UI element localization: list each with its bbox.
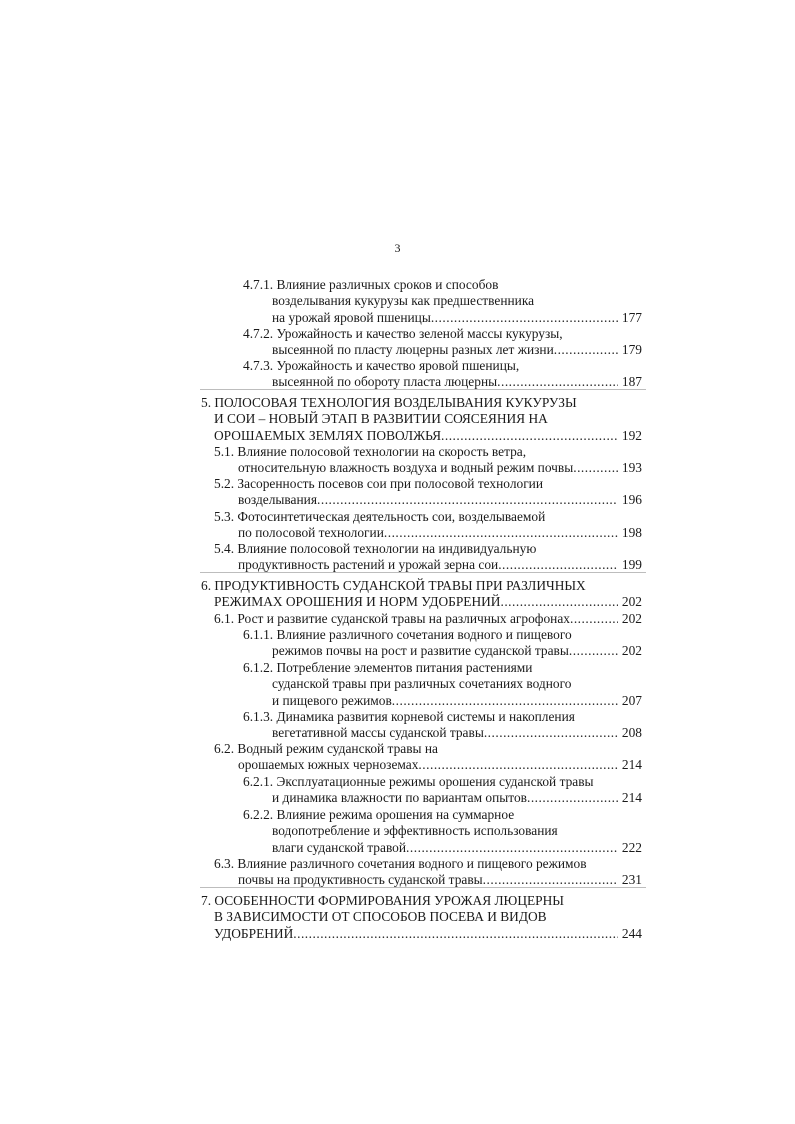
toc-entry-text: 6.2.1. Эксплуатационные режимы орошения суданской травы — [243, 774, 594, 789]
toc-entry-text: 4.7.1. Влияние различных сроков и способов — [243, 277, 499, 292]
toc-leader-dots — [497, 373, 618, 390]
toc-page-number: 196 — [621, 492, 642, 508]
toc-page-number: 177 — [621, 309, 642, 325]
toc-page-number: 244 — [621, 925, 642, 941]
toc-leader-dots — [418, 756, 617, 773]
toc-leader-dots — [483, 871, 618, 888]
toc-entry-line — [214, 508, 545, 525]
toc-entry-text: В ЗАВИСИМОСТИ ОТ СПОСОБОВ ПОСЕВА И ВИДОВ — [214, 909, 547, 925]
toc-entry-text: 6.1. Рост и развитие суданской травы на различных агрофонах — [214, 611, 570, 626]
toc-entry-text: вегетативной массы суданской травы — [272, 725, 484, 741]
toc-entry-text: на урожай яровой пшеницы — [272, 309, 431, 325]
toc-entry-line — [238, 459, 642, 476]
toc-page-number: 214 — [621, 790, 642, 806]
toc-page-number: 202 — [621, 643, 642, 659]
toc-leader-dots — [498, 556, 618, 573]
toc-entry-line — [201, 892, 564, 909]
toc-leader-dots — [406, 839, 618, 856]
toc-entry-line — [272, 692, 642, 709]
toc-entry-text: 6.2.2. Влияние режима орошения на суммарное — [243, 807, 515, 822]
toc-leader-dots — [293, 925, 618, 942]
toc-entry-line — [243, 276, 498, 293]
toc-page-number: 199 — [621, 557, 642, 573]
page-number: 3 — [394, 241, 401, 255]
toc-page-number: 214 — [621, 757, 642, 773]
toc-entry-line — [201, 394, 577, 411]
toc-entry-text: возделывания — [238, 492, 317, 508]
toc-entry-text: 6.2. Водный режим суданской травы на — [214, 741, 438, 756]
toc-entry-text: по полосовой технологии — [238, 525, 384, 541]
toc-entry-line — [243, 773, 594, 790]
toc-page-number: 192 — [621, 427, 642, 443]
toc-page-number: 193 — [621, 460, 642, 476]
toc-entry-text: ОРОШАЕМЫХ ЗЕМЛЯХ ПОВОЛЖЬЯ — [214, 427, 441, 443]
toc-leader-dots — [317, 491, 618, 508]
toc-page-number: 187 — [621, 374, 642, 390]
toc-page-number: 179 — [621, 342, 642, 358]
toc-leader-dots — [484, 724, 618, 741]
toc-entry-line — [214, 925, 642, 942]
section-divider — [200, 389, 646, 390]
toc-entry-text: 5.2. Засоренность посевов сои при полосовой технологии — [214, 476, 544, 491]
toc-entry-text: и динамика влажности по вариантам опытов — [272, 790, 527, 806]
toc-entry-line — [214, 410, 548, 427]
toc-entry-line — [214, 540, 536, 557]
toc-entry-text: 6.1.1. Влияние различного сочетания водного и пищевого — [243, 627, 572, 642]
toc-entry-line — [243, 325, 563, 342]
toc-entry-line — [272, 642, 642, 659]
toc-entry-text: РЕЖИМАХ ОРОШЕНИЯ И НОРМ УДОБРЕНИЙ — [214, 594, 501, 610]
toc-entry-text: суданской травы при различных сочетаниях водного — [272, 676, 572, 692]
toc-entry-text: 6.1.2. Потребление элементов питания растениями — [243, 660, 533, 675]
toc-entry-line — [243, 626, 572, 643]
toc-leader-dots — [554, 341, 618, 358]
toc-entry-text: 7. ОСОБЕННОСТИ ФОРМИРОВАНИЯ УРОЖАЯ ЛЮЦЕРНЫ — [201, 893, 564, 908]
toc-entry-line — [238, 871, 642, 888]
toc-entry-line — [214, 443, 526, 460]
toc-page-number: 202 — [621, 611, 642, 626]
toc-entry-text: 5.3. Фотосинтетическая деятельность сои, возделываемой — [214, 509, 546, 524]
toc-page-number: 222 — [621, 839, 642, 855]
toc-entry-line — [201, 577, 586, 594]
toc-entry-line — [272, 789, 642, 806]
toc-entry-line — [214, 475, 543, 492]
toc-entry-line — [238, 756, 642, 773]
toc-leader-dots — [570, 610, 618, 627]
toc-entry-line — [238, 556, 642, 573]
toc-entry-line — [272, 292, 534, 309]
toc-leader-dots — [573, 459, 618, 476]
toc-page-number: 208 — [621, 725, 642, 741]
toc-entry-line — [243, 806, 514, 823]
toc-entry-line — [214, 855, 587, 872]
toc-leader-dots — [527, 789, 618, 806]
toc-entry-text: режимов почвы на рост и развитие суданской травы — [272, 643, 569, 659]
section-divider — [200, 572, 646, 573]
toc-entry-text: 4.7.2. Урожайность и качество зеленой массы кукурузы, — [243, 326, 563, 341]
toc-entry-line — [214, 427, 642, 444]
toc-entry-text: 5. ПОЛОСОВАЯ ТЕХНОЛОГИЯ ВОЗДЕЛЫВАНИЯ КУКУРУЗЫ — [201, 395, 577, 410]
toc-entry-text: возделывания кукурузы как предшественника — [272, 293, 535, 309]
toc-page-number: 202 — [621, 594, 642, 610]
toc-entry-text: 6.1.3. Динамика развития корневой системы и накопления — [243, 709, 575, 724]
toc-leader-dots — [569, 642, 618, 659]
toc-entry-text: 4.7.3. Урожайность и качество яровой пшеницы, — [243, 358, 520, 373]
toc-entry-text: высеянной по пласту люцерны разных лет жизни — [272, 342, 554, 358]
toc-entry-line — [272, 373, 642, 390]
toc-entry-line — [243, 659, 532, 676]
toc-entry-line — [214, 740, 438, 757]
toc-entry-line — [272, 341, 642, 358]
toc-entry-text: и пищевого режимов — [272, 692, 392, 708]
toc-entry-text: 6. ПРОДУКТИВНОСТЬ СУДАНСКОЙ ТРАВЫ ПРИ РАЗЛИЧНЫХ — [201, 578, 586, 593]
toc-entry-line — [272, 309, 642, 326]
toc-entry-text: И СОИ – НОВЫЙ ЭТАП В РАЗВИТИИ СОЯСЕЯНИЯ НА — [214, 411, 548, 427]
toc-entry-text: почвы на продуктивность суданской травы — [238, 872, 483, 888]
toc-leader-dots — [431, 309, 618, 326]
toc-entry-line — [214, 908, 547, 925]
toc-entry-line — [272, 675, 571, 692]
toc-entry-text: 5.4. Влияние полосовой технологии на индивидуальную — [214, 541, 537, 556]
toc-entry-line — [272, 822, 558, 839]
toc-entry-line — [272, 724, 642, 741]
toc-leader-dots — [500, 593, 617, 610]
toc-entry-text: 5.1. Влияние полосовой технологии на скорость ветра, — [214, 444, 527, 459]
toc-entry-line — [243, 357, 519, 374]
section-divider — [200, 887, 646, 888]
toc-page-number: 198 — [621, 525, 642, 541]
toc-entry-line — [272, 839, 642, 856]
toc-entry-text: орошаемых южных черноземах — [238, 757, 419, 773]
toc-entry-text: относительную влажность воздуха и водный режим почвы — [238, 460, 574, 476]
toc-entry-text: продуктивность растений и урожай зерна сои — [238, 557, 499, 573]
toc-entry-text: УДОБРЕНИЙ — [214, 925, 294, 941]
toc-entry-line — [238, 491, 642, 508]
toc-entry-line — [214, 610, 642, 627]
toc-entry-text: влаги суданской травой — [272, 839, 407, 855]
toc-leader-dots — [392, 692, 618, 709]
toc-entry-text: 6.3. Влияние различного сочетания водного и пищевого режимов — [214, 856, 587, 871]
toc-entry-line — [243, 708, 575, 725]
toc-entry-line — [214, 593, 642, 610]
toc-entry-line — [238, 524, 642, 541]
toc-page-number: 207 — [621, 692, 642, 708]
toc-page-number: 231 — [621, 872, 642, 888]
toc-entry-text: высеянной по обороту пласта люцерны — [272, 374, 498, 390]
toc-entry-text: водопотребление и эффективность использования — [272, 823, 558, 839]
toc-leader-dots — [384, 524, 618, 541]
toc-leader-dots — [441, 427, 618, 444]
